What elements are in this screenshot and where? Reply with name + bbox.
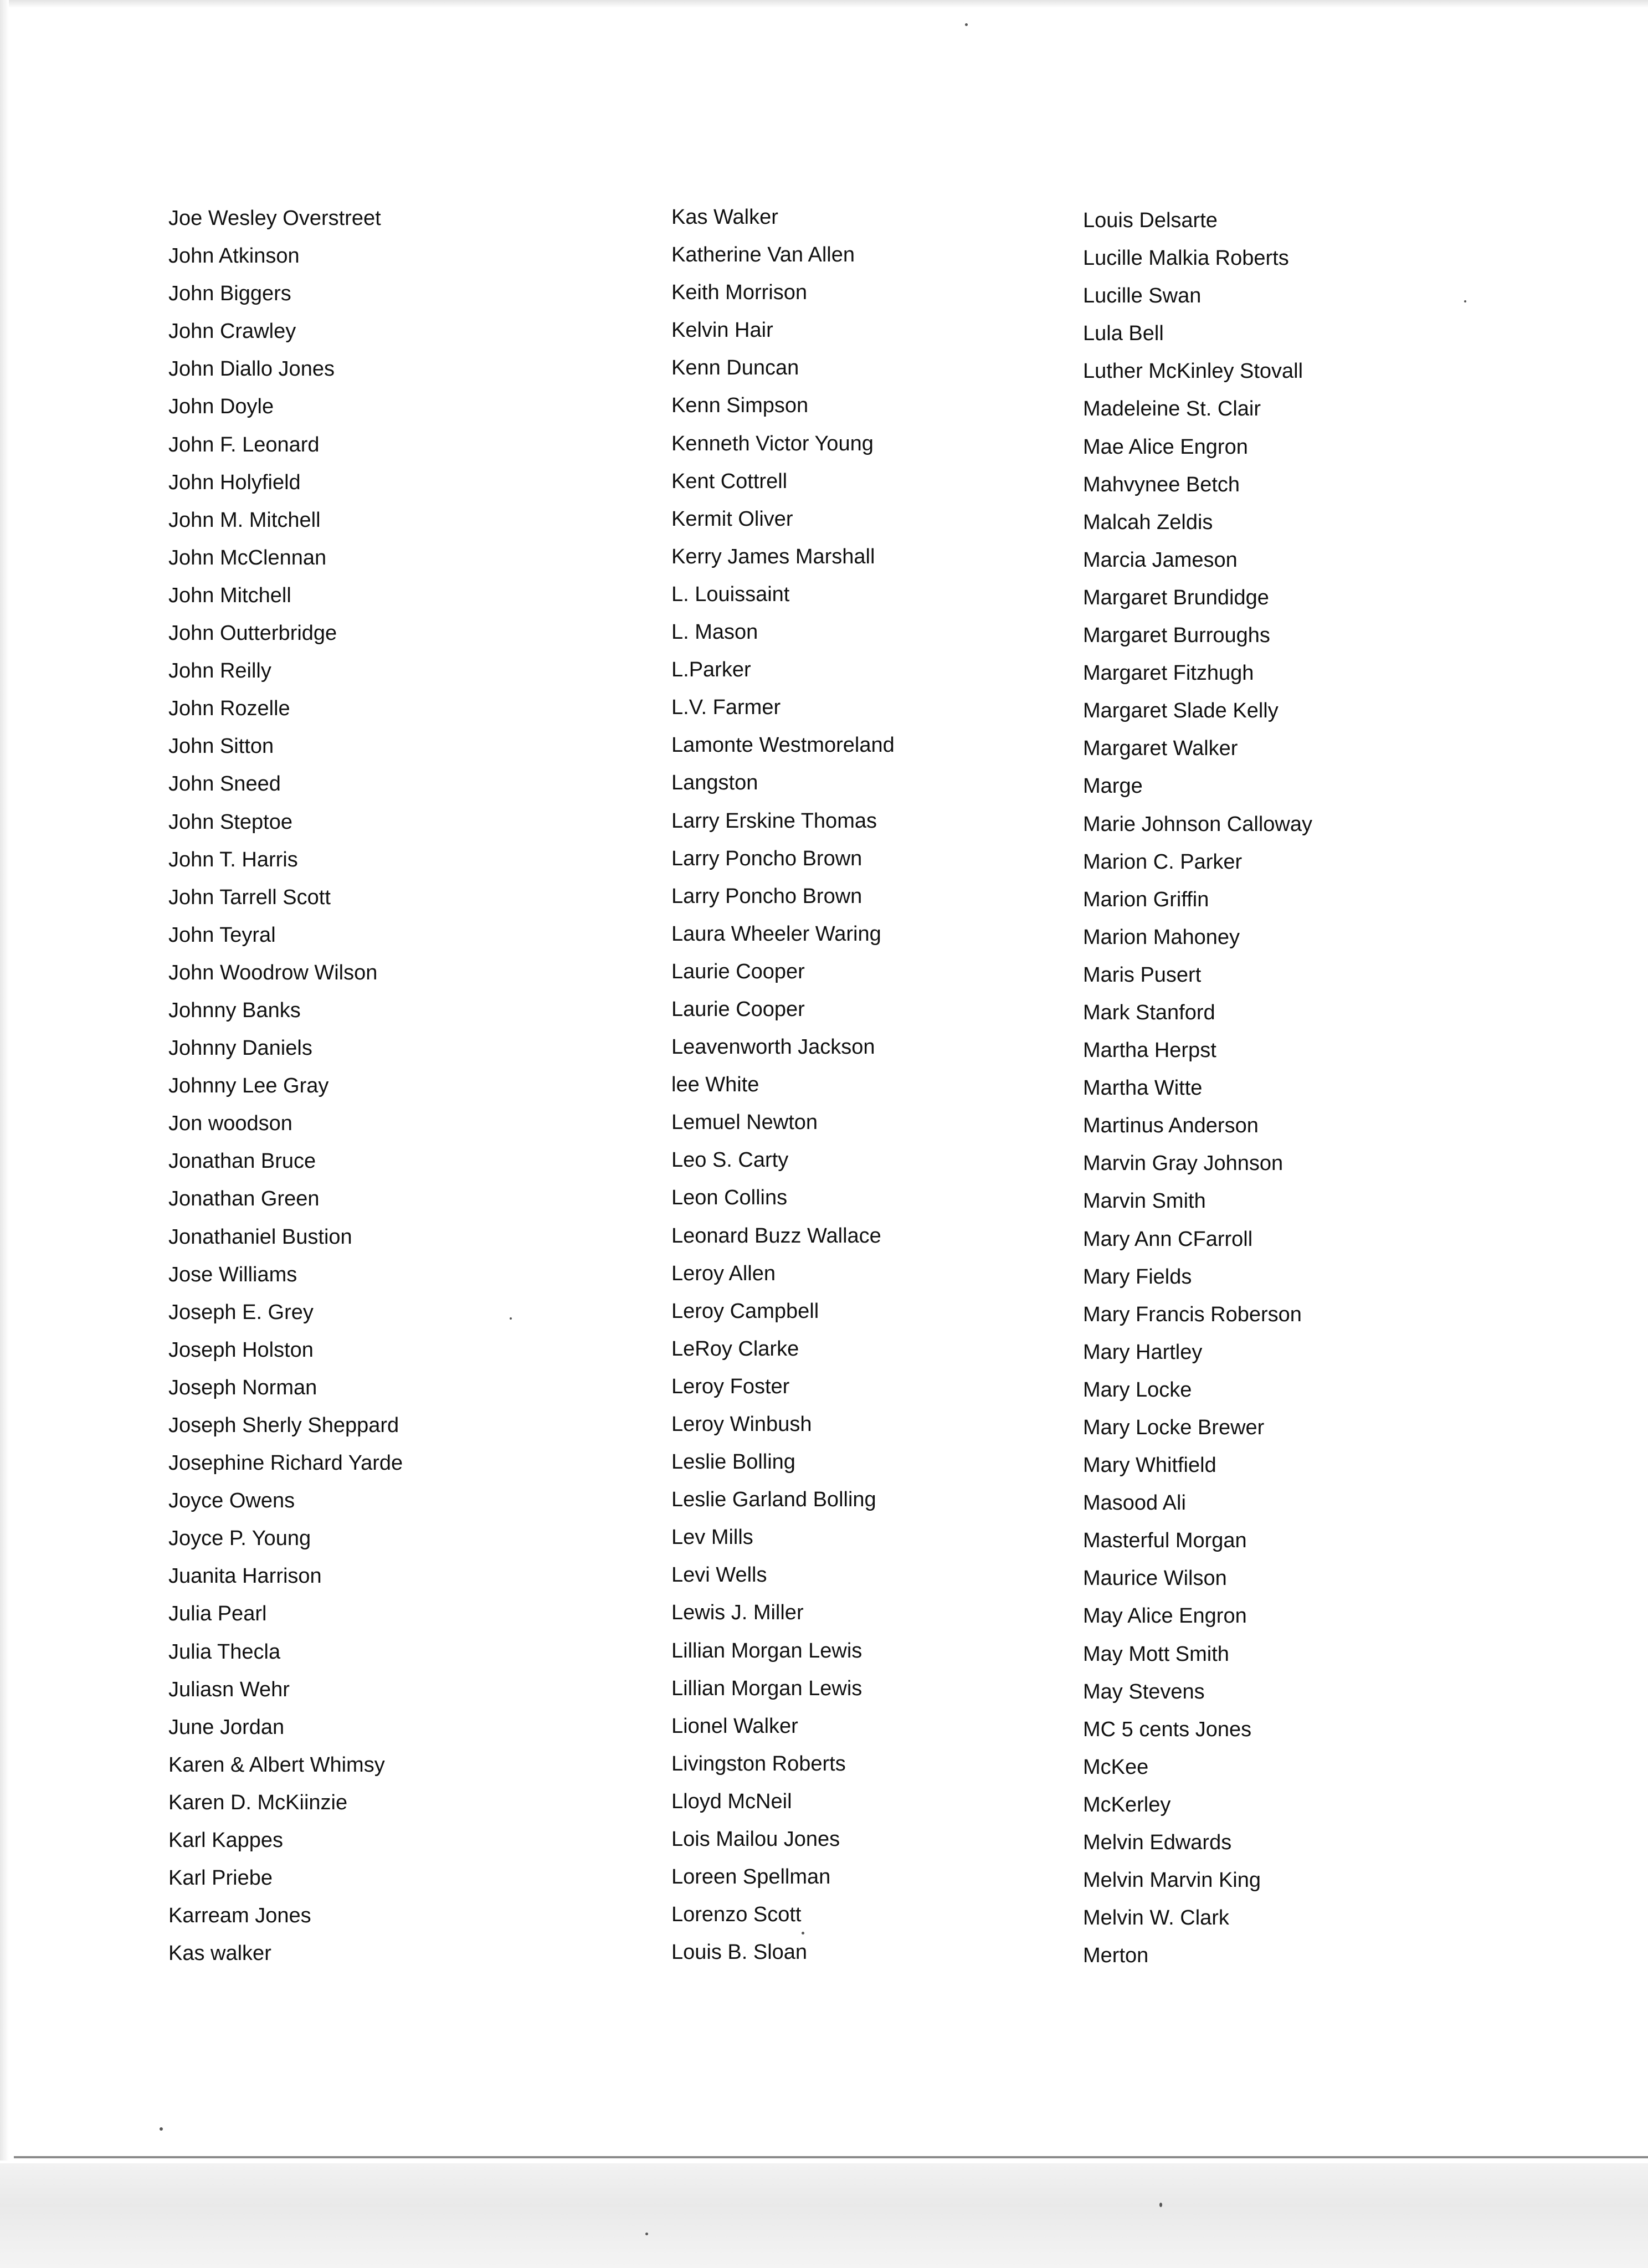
dust-speck [1464, 300, 1466, 302]
name-entry: Keith Morrison [671, 281, 807, 305]
name-entry: Marion Mahoney [1083, 925, 1240, 949]
name-entry: Mary Locke [1083, 1378, 1192, 1402]
name-entry: Juanita Harrison [168, 1564, 322, 1588]
name-entry: Leo S. Carty [671, 1148, 789, 1172]
name-entry: John Woodrow Wilson [168, 961, 378, 984]
name-entry: John Mitchell [168, 583, 291, 607]
name-entry: Marion Griffin [1083, 887, 1209, 911]
name-column-3 [1083, 202, 1471, 1974]
name-entry: Maurice Wilson [1083, 1567, 1227, 1590]
name-entry: May Stevens [1083, 1680, 1205, 1703]
name-entry: Masterful Morgan [1083, 1529, 1247, 1553]
name-entry: Lev Mills [671, 1526, 753, 1549]
name-entry: Marvin Gray Johnson [1083, 1152, 1284, 1176]
name-entry: John F. Leonard [168, 433, 320, 456]
name-entry: L. Mason [671, 620, 758, 644]
name-entry: Joseph E. Grey [168, 1300, 314, 1324]
name-entry: Leon Collins [671, 1186, 788, 1210]
name-entry: Kenneth Victor Young [671, 432, 874, 455]
name-entry: John Teyral [168, 923, 276, 947]
name-column-2 [671, 198, 1059, 1971]
name-entry: John Diallo Jones [168, 357, 335, 381]
name-entry: Livingston Roberts [671, 1752, 846, 1776]
name-entry: Marie Johnson Calloway [1083, 812, 1312, 836]
name-entry: Lloyd McNeil [671, 1789, 792, 1813]
scan-left-shadow [0, 0, 9, 2161]
name-entry: Margaret Walker [1083, 737, 1238, 761]
name-entry: Karream Jones [168, 1904, 311, 1928]
name-entry: Melvin Marvin King [1083, 1869, 1261, 1892]
name-entry: Kas Walker [671, 206, 778, 229]
name-entry: Karl Kappes [168, 1829, 284, 1853]
name-entry: John Reilly [168, 659, 271, 683]
name-entry: Margaret Brundidge [1083, 586, 1269, 609]
name-entry: Laurie Cooper [671, 997, 805, 1021]
name-entry: John Atkinson [168, 244, 300, 268]
name-entry: Margaret Fitzhugh [1083, 661, 1254, 685]
name-entry: John Doyle [168, 395, 274, 419]
name-entry: Kerry James Marshall [671, 545, 875, 568]
name-entry: Karen & Albert Whimsy [168, 1753, 385, 1777]
name-entry: John Crawley [168, 320, 296, 343]
name-entry: Joseph Sherly Sheppard [168, 1414, 399, 1437]
name-entry: Lillian Morgan Lewis [671, 1639, 862, 1662]
name-column-1 [168, 199, 612, 1972]
name-entry: Langston [671, 771, 758, 795]
name-entry: Jon woodson [168, 1112, 292, 1136]
name-entry: Louis Delsarte [1083, 209, 1218, 232]
name-entry: Jose Williams [168, 1263, 297, 1286]
name-entry: Larry Poncho Brown [671, 846, 862, 870]
dust-speck [802, 1932, 804, 1935]
name-entry: Mary Francis Roberson [1083, 1302, 1302, 1326]
name-entry: Joyce Owens [168, 1489, 295, 1513]
name-entry: Mary Fields [1083, 1265, 1192, 1289]
name-entry: L.Parker [671, 658, 751, 682]
name-entry: Lucille Malkia Roberts [1083, 247, 1289, 270]
name-entry: Laura Wheeler Waring [671, 922, 881, 946]
name-entry: Merton [1083, 1944, 1149, 1968]
name-entry: Madeleine St. Clair [1083, 397, 1261, 421]
name-entry: John Outterbridge [168, 622, 337, 645]
name-entry: Josephine Richard Yarde [168, 1451, 403, 1475]
name-entry: Lewis J. Miller [671, 1601, 804, 1625]
name-entry: Karen D. McKiinzie [168, 1790, 348, 1814]
name-entry: John Tarrell Scott [168, 885, 331, 909]
name-entry: John T. Harris [168, 848, 298, 871]
name-entry: Jonathan Bruce [168, 1150, 316, 1173]
name-entry: Jonathan Green [168, 1187, 320, 1211]
dust-speck [510, 1317, 512, 1320]
name-entry: Marion C. Parker [1083, 850, 1243, 874]
name-entry: Malcah Zeldis [1083, 510, 1213, 534]
name-entry: Mary Hartley [1083, 1340, 1203, 1364]
name-entry: Juliasn Wehr [168, 1677, 290, 1701]
name-entry: Martinus Anderson [1083, 1114, 1259, 1138]
name-entry: Margaret Burroughs [1083, 624, 1270, 648]
name-entry: Joseph Holston [168, 1338, 314, 1362]
name-entry: Laurie Cooper [671, 959, 805, 983]
name-entry: Leroy Allen [671, 1261, 776, 1285]
name-entry: May Mott Smith [1083, 1642, 1229, 1666]
name-entry: June Jordan [168, 1715, 285, 1739]
name-entry: Leroy Foster [671, 1374, 790, 1398]
name-entry: Martha Herpst [1083, 1039, 1216, 1063]
name-entry: Leonard Buzz Wallace [671, 1224, 881, 1248]
name-entry: Kenn Duncan [671, 356, 799, 380]
name-entry: May Alice Engron [1083, 1604, 1247, 1628]
name-entry: John Rozelle [168, 697, 290, 721]
name-entry: Mary Locke Brewer [1083, 1416, 1265, 1439]
name-entry: Lois Mailou Jones [671, 1828, 840, 1851]
name-entry: Masood Ali [1083, 1491, 1186, 1515]
name-entry: Johnny Lee Gray [168, 1074, 329, 1098]
scanner-bed [0, 2163, 1648, 2268]
name-entry: Lorenzo Scott [671, 1903, 802, 1927]
name-entry: Kent Cottrell [671, 469, 788, 493]
name-entry: Jonathaniel Bustion [168, 1225, 352, 1249]
name-entry: Karl Priebe [168, 1866, 273, 1890]
name-entry: Leavenworth Jackson [671, 1035, 875, 1059]
name-entry: Lillian Morgan Lewis [671, 1676, 862, 1700]
name-entry: L. Louissaint [671, 582, 790, 606]
name-entry: Loreen Spellman [671, 1865, 831, 1889]
name-entry: Larry Poncho Brown [671, 884, 862, 908]
name-entry: Julia Thecla [168, 1640, 281, 1664]
name-entry: Leslie Garland Bolling [671, 1488, 876, 1512]
name-entry: Leslie Bolling [671, 1450, 795, 1474]
name-entry: Mark Stanford [1083, 1000, 1215, 1024]
name-entry: John Steptoe [168, 810, 292, 834]
name-entry: Mary Whitfield [1083, 1454, 1216, 1477]
name-entry: Louis B. Sloan [671, 1941, 808, 1964]
name-entry: McKerley [1083, 1793, 1171, 1817]
dust-speck [645, 2233, 648, 2235]
dust-speck [965, 23, 968, 26]
name-entry: Melvin W. Clark [1083, 1906, 1229, 1930]
name-entry: Joe Wesley Overstreet [168, 207, 381, 230]
name-entry: John Sneed [168, 772, 281, 796]
name-entry: Luther McKinley Stovall [1083, 360, 1303, 383]
name-entry: Maris Pusert [1083, 963, 1202, 987]
name-entry: Marvin Smith [1083, 1189, 1206, 1213]
name-entry: Lucille Swan [1083, 284, 1202, 308]
name-entry: LeRoy Clarke [671, 1337, 799, 1361]
name-entry: Lionel Walker [671, 1714, 798, 1738]
name-entry: John Biggers [168, 282, 291, 306]
name-entry: Margaret Slade Kelly [1083, 699, 1279, 723]
name-entry: Joyce P. Young [168, 1527, 311, 1551]
name-entry: Leroy Winbush [671, 1413, 812, 1436]
paper-edge [14, 2156, 1648, 2158]
name-entry: lee White [671, 1073, 759, 1097]
name-entry: MC 5 cents Jones [1083, 1717, 1252, 1741]
name-entry: John Sitton [168, 735, 274, 758]
dust-speck [1159, 2203, 1162, 2207]
name-entry: Larry Erskine Thomas [671, 809, 877, 833]
name-entry: Johnny Daniels [168, 1036, 312, 1060]
dust-speck [160, 2127, 163, 2131]
name-entry: Joseph Norman [168, 1376, 317, 1399]
name-entry: Kermit Oliver [671, 507, 793, 531]
name-entry: Julia Pearl [168, 1602, 267, 1626]
name-entry: Leroy Campbell [671, 1299, 819, 1323]
name-entry: Lemuel Newton [671, 1111, 818, 1135]
name-entry: John McClennan [168, 546, 327, 569]
name-entry: Mary Ann CFarroll [1083, 1227, 1253, 1251]
name-entry: Lamonte Westmoreland [671, 733, 895, 757]
name-entry: Mahvynee Betch [1083, 473, 1240, 496]
name-entry: Marge [1083, 774, 1143, 798]
name-entry: Kenn Simpson [671, 394, 809, 418]
name-entry: Melvin Edwards [1083, 1831, 1232, 1855]
name-entry: Kelvin Hair [671, 319, 773, 342]
name-entry: John M. Mitchell [168, 508, 321, 532]
name-entry: Johnny Banks [168, 998, 301, 1022]
name-entry: Martha Witte [1083, 1076, 1203, 1100]
name-entry: John Holyfield [168, 470, 301, 494]
name-entry: Lula Bell [1083, 322, 1164, 346]
scan-top-shadow [0, 0, 1648, 8]
name-entry: Kas walker [168, 1942, 271, 1966]
name-entry: McKee [1083, 1755, 1149, 1779]
name-entry: Levi Wells [671, 1563, 767, 1587]
name-entry: Marcia Jameson [1083, 548, 1238, 572]
name-entry: L.V. Farmer [671, 696, 781, 720]
name-entry: Katherine Van Allen [671, 243, 855, 267]
name-entry: Mae Alice Engron [1083, 435, 1248, 459]
